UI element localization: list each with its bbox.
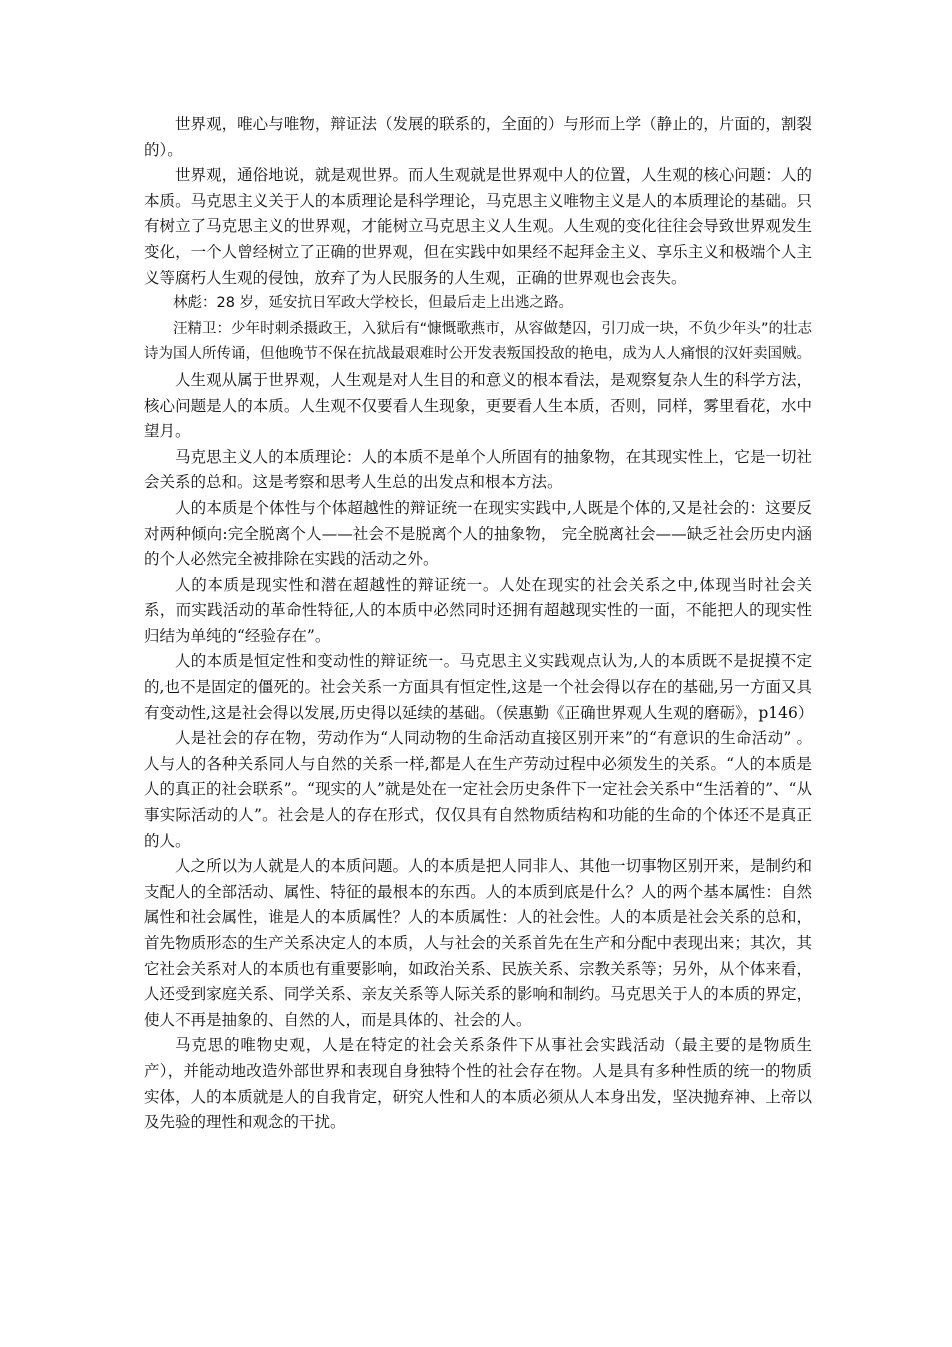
- paragraph-example-lin-biao: 林彪：28 岁，延安抗日军政大学校长，但最后走上出逃之路。: [173, 295, 574, 312]
- paragraph-constancy-and-change: 人的本质是恒定性和变动性的辩证统一。马克思主义实践观点认为,人的本质既不是捉摸不定的,也不是固定的僵死的。社会关系一方面具有恒定性,这是一个社会得以存在的基础,另一方面又具有变动性,这是社会得以发展,历史得以延续的基础。（侯惠勤《正确世界观人生观的磨砺》，p146）: [144, 652, 814, 722]
- paragraph-historical-materialism: 马克思的唯物史观，人是在特定的社会关系条件下从事社会实践活动（最主要的是物质生产），并能动地改造外部世界和表现自身独特个性的社会存在物。人是具有多种性质的统一的物质实体，人的本质就是人的自我肯定，研究人性和人的本质必须从人本身出发，坚决抛弃神、上帝以及先验的理性和观念的干扰。: [144, 1036, 812, 1132]
- paragraph-worldview-and-outlook: 世界观，通俗地说，就是观世界。而人生观就是世界观中人的位置，人生观的核心问题：人的本质。马克思主义关于人的本质理论是科学理论，马克思主义唯物主义是人的本质理论的基础。只有树立了马克思主义的世界观，才能树立马克思主义人生观。人生观的变化往往会导致世界观发生变化，一个人曾经树立了正确的世界观，但在实践中如果经不起拜金主义、享乐主义和极端个人主义等腐朽人生观的侵蚀，放弃了为人民服务的人生观，正确的世界观也会丧失。: [144, 166, 812, 287]
- paragraph-example-wang-jingwei: 汪精卫：少年时刺杀摄政王，入狱后有“慷慨歌燕市，从容做楚囚，引刀成一块，不负少年头”的壮志诗为国人所传诵，但他晚节不保在抗战最艰难时公开发表叛国投敌的艳电，成为人人痛恨的汉奸卖国贼。: [144, 320, 812, 363]
- paragraph-individuality: 人的本质是个体性与个体超越性的辩证统一在现实实践中,人既是个体的,又是社会的：这要反对两种倾向:完全脱离个人——社会不是脱离个人的抽象物， 完全脱离社会——缺乏社会历史内涵的个人必然完全被排除在实践的活动之外。: [144, 498, 812, 569]
- paragraph-reality-and-transcendence: 人的本质是现实性和潜在超越性的辩证统一。人处在现实的社会关系之中,体现当时社会关系，而实践活动的革命性特征,人的本质中必然同时还拥有超越现实性的一面，不能把人的现实性归结为单纯的“经验存在”。: [144, 575, 812, 645]
- paragraph-marxist-human-essence: 马克思主义人的本质理论：人的本质不是单个人所固有的抽象物，在其现实性上，它是一切社会关系的总和。这是考察和思考人生总的出发点和根本方法。: [144, 447, 812, 492]
- document-body: [144, 112, 812, 1136]
- paragraph-essence-question: 人之所以为人就是人的本质问题。人的本质是把人同非人、其他一切事物区别开来，是制约和支配人的全部活动、属性、特征的最根本的东西。人的本质到底是什么？人的两个基本属性：自然属性和社会属性，谁是人的本质属性？人的本质属性：人的社会性。人的本质是社会关系的总和，首先物质形态的生产关系决定人的本质，人与社会的关系首先在生产和分配中表现出来；其次，其它社会关系对人的本质也有重要影响，如政治关系、民族关系、宗教关系等；另外，从个体来看，人还受到家庭关系、同学关系、亲友关系等人际关系的影响和制约。马克思关于人的本质的界定，使人不再是抽象的、自然的人，而是具体的、社会的人。: [144, 857, 812, 1029]
- paragraph-outlook-on-life: 人生观从属于世界观，人生观是对人生目的和意义的根本看法，是观察复杂人生的科学方法，核心问题是人的本质。人生观不仅要看人生现象，更要看人生本质，否则，同样，雾里看花，水中望月。: [144, 370, 812, 441]
- paragraph-social-being: 人是社会的存在物，劳动作为“人同动物的生命活动直接区别开来”的“有意识的生命活动” 。人与人的各种关系同人与自然的关系一样,都是人在生产劳动过程中必须发生的关系。“人的本质是人的真正的社会联系”。“现实的人”就是处在一定社会历史条件下一定社会关系中“生活着的”、“从事实际活动的人”。社会是人的存在形式，仅仅具有自然物质结构和功能的生命的个体还不是真正的人。: [144, 729, 812, 850]
- paragraph-worldview-definition: 世界观，唯心与唯物，辩证法（发展的联系的，全面的）与形而上学（静止的，片面的，割裂的）。: [144, 115, 812, 159]
